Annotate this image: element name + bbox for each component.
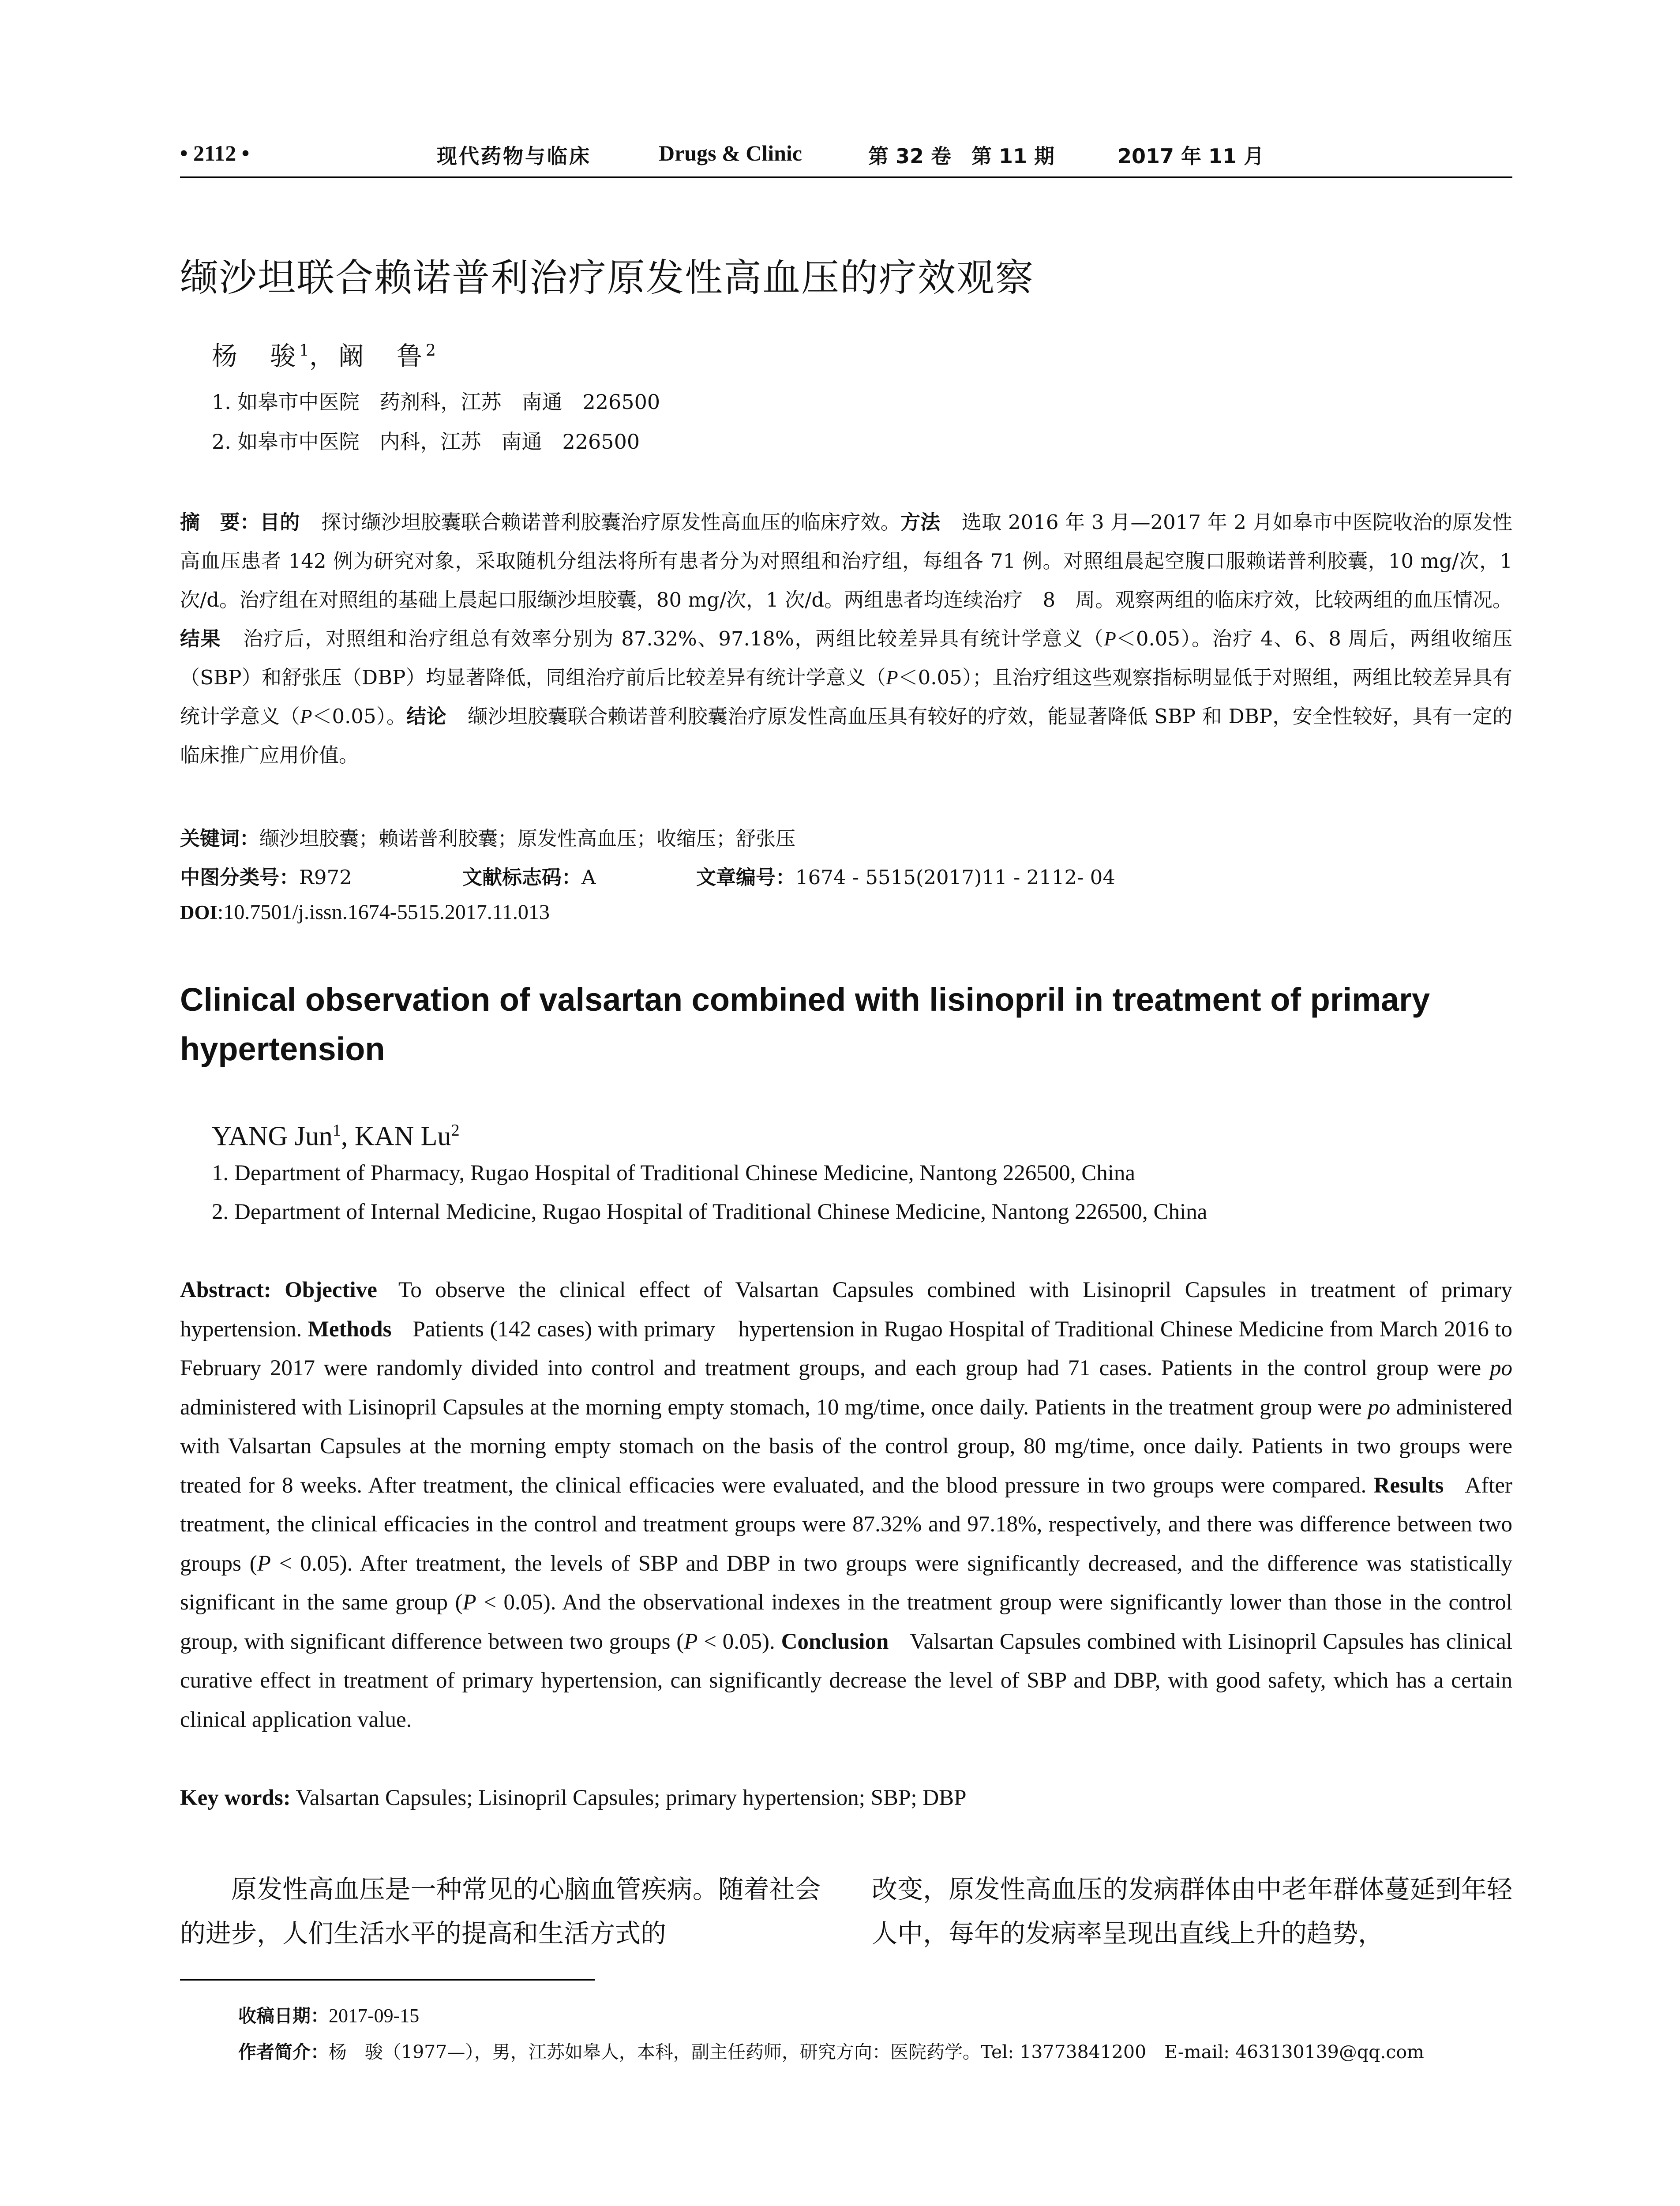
doi-value: :10.7501/j.issn.1674-5515.2017.11.013 — [218, 900, 550, 924]
author-bio: 杨 骏（1977—），男，江苏如皋人，本科，副主任药师，研究方向：医院药学。Tel: 13773841200 E-mail: 463130139@qq.com — [329, 2041, 1424, 2063]
affiliation-cn-1: 1. 如皋市中医院 药剂科，江苏 南通 226500 — [212, 390, 660, 414]
author-en-2-affil: 2 — [451, 1121, 460, 1140]
abstract-cn — [180, 503, 1512, 775]
keywords-en: Valsartan Capsules; Lisinopril Capsules; primary hypertension; SBP; DBP — [290, 1786, 967, 1810]
results-en-label: Results — [1373, 1473, 1444, 1498]
results-cn-1: 治疗后，对照组和治疗组总有效率分别为 87.32%、97.18%，两组比较差异具有统计学意义（ — [242, 627, 1104, 650]
objective-cn-label: 目的 — [260, 510, 300, 534]
author-en-1-affil: 1 — [332, 1121, 341, 1140]
authors-cn — [212, 335, 436, 372]
bio-label: 作者简介： — [238, 2041, 329, 2063]
conclusion-en-label: Conclusion — [781, 1629, 889, 1654]
footnote-received — [238, 2001, 419, 2027]
methods-en-1: Patients (142 cases) with primary hypertension in Rugao Hospital of Traditional Chinese Medicine from March 2016 to February 2017 were randomly divided into control and treatment groups, and each group had 71 cases. Patients in the control group were — [180, 1317, 1512, 1381]
article-no-label: 文章编号： — [696, 866, 796, 889]
journal-name-cn: 现代药物与临床 — [437, 144, 591, 168]
issue-date: 2017 年 11 月 — [1118, 144, 1264, 168]
results-cn-label: 结果 — [180, 627, 221, 650]
doi-line — [180, 900, 550, 924]
title-en-line-2: hypertension — [180, 1031, 385, 1067]
doc-code-label: 文献标志码： — [462, 866, 582, 889]
authors-en — [212, 1121, 460, 1152]
results-en-2: < 0.05). After treatment, the levels of SBP and DBP in two groups were significantly decreased, and the difference was statistically significant in the same group ( — [180, 1551, 1512, 1615]
results-cn-3: ＜0.05）；且治疗组这些观察指标明显低于对照组，两组比较差异具有统计学意义（ — [180, 666, 1513, 728]
p-symbol: P — [684, 1629, 698, 1654]
author-en-2: KAN Lu — [354, 1121, 451, 1152]
running-header — [180, 140, 1512, 173]
body-column-left: 原发性高血压是一种常见的心脑血管疾病。随着社会的进步，人们生活水平的提高和生活方式的 — [180, 1874, 821, 1948]
objective-cn: 探讨缬沙坦胶囊联合赖诺普利胶囊治疗原发性高血压的临床疗效。 — [321, 510, 901, 534]
methods-cn-label: 方法 — [900, 510, 941, 534]
body-column-right: 改变，原发性高血压的发病群体由中老年群体蔓延到年轻人中，每年的发病率呈现出直线上升的趋势， — [872, 1874, 1512, 1948]
conclusion-cn: 缬沙坦胶囊联合赖诺普利胶囊治疗原发性高血压具有较好的疗效，能显著降低 SBP 和 DBP，安全性较好，具有一定的临床推广应用价值。 — [180, 705, 1512, 767]
conclusion-cn-label: 结论 — [406, 705, 446, 728]
journal-name-en: Drugs & Clinic — [659, 141, 802, 165]
author-en-1: YANG Jun — [212, 1121, 333, 1152]
author-cn-2: 阚 鲁 — [338, 341, 426, 371]
conclusion-en: Valsartan Capsules combined with Lisinopril Capsules has clinical curative effect in treatment of primary hypertension, can significantly decrease the level of SBP and DBP, with good safety, which has a certain clinical application value. — [180, 1629, 1513, 1732]
abstract-en-label: Abstract: Objective — [180, 1278, 377, 1302]
po-abbrev: po — [1368, 1395, 1391, 1420]
keywords-cn-label: 关键词： — [180, 827, 260, 850]
po-abbrev: po — [1490, 1356, 1512, 1381]
keywords-cn-line — [180, 822, 795, 851]
p-symbol: P — [462, 1590, 476, 1615]
received-label: 收稿日期： — [238, 2005, 329, 2026]
methods-en-label: Methods — [308, 1317, 392, 1342]
p-symbol: P — [1104, 628, 1116, 650]
methods-cn: 选取 2016 年 3 月—2017 年 2 月如皋市中医院收治的原发性高血压患者 142 例为研究对象，采取随机分组法将所有患者分为对照组和治疗组，每组各 71 例。对照组晨起空腹口服赖诺普利胶囊，10 mg/次，1 次/d。治疗组在对照组的基础上晨起口服缬沙坦胶囊，80 mg/次，1 次/d。两组患者均连续治疗 8 周。观察两组的临床疗效，比较两组的血压情况。 — [180, 510, 1512, 612]
results-en-3: < 0.05). And the observational indexes in the treatment group were significantly lower than those in the control group, with significant difference between two groups ( — [180, 1590, 1512, 1654]
keywords-en-line — [180, 1785, 967, 1811]
affiliation-cn-2: 2. 如皋市中医院 内科，江苏 南通 226500 — [212, 430, 640, 454]
classification-line — [180, 861, 1512, 888]
author-cn-2-affil: 2 — [425, 341, 436, 360]
doi-label: DOI — [180, 901, 218, 923]
title-en — [180, 975, 1521, 1074]
methods-en-3: administered with Valsartan Capsules at the morning empty stomach on the basis of the control group, 80 mg/time, once daily. Patients in two groups were treated for 8 weeks. After treatment, the clinical efficacies were evaluated, and the blood pressure in two groups were compared. — [180, 1395, 1512, 1498]
p-symbol: P — [257, 1551, 271, 1576]
page-number: • 2112 • — [180, 141, 250, 165]
results-cn-2: ＜0.05）。治疗 4、6、8 周后，两组收缩压（SBP）和舒张压（DBP）均显著降低，同组治疗前后比较差异有统计学意义（ — [180, 627, 1512, 689]
clc-label: 中图分类号： — [180, 866, 300, 889]
affiliation-en-2: 2. Department of Internal Medicine, Rugao Hospital of Traditional Chinese Medicine, Nantong 226500, China — [212, 1200, 1208, 1224]
received-date: 2017-09-15 — [329, 2005, 420, 2026]
abstract-en — [180, 1271, 1512, 1739]
methods-en-2: administered with Lisinopril Capsules at the morning empty stomach, 10 mg/time, once daily. Patients in the treatment group were — [180, 1395, 1368, 1420]
author-cn-1-affil: 1 — [299, 341, 309, 360]
title-cn: 缬沙坦联合赖诺普利治疗原发性高血压的疗效观察 — [180, 256, 1034, 300]
p-symbol: P — [300, 705, 312, 728]
footnote-author-bio — [238, 2037, 1424, 2063]
title-en-line-1: Clinical observation of valsartan combined with lisinopril in treatment of primary — [180, 981, 1430, 1018]
results-en-4: < 0.05). — [698, 1629, 775, 1654]
volume-issue: 第 32 卷 第 11 期 — [868, 144, 1055, 168]
affiliation-en-1: 1. Department of Pharmacy, Rugao Hospital of Traditional Chinese Medicine, Nantong 226500, China — [212, 1161, 1136, 1186]
header-rule — [180, 176, 1512, 178]
author-cn-1: 杨 骏 — [212, 341, 300, 371]
author-en-separator: , — [341, 1121, 355, 1152]
clc-code: R972 — [299, 866, 352, 889]
keywords-en-label: Key words: — [180, 1786, 291, 1810]
abstract-cn-label: 摘 要： — [180, 510, 260, 534]
doc-code: A — [581, 866, 596, 889]
article-no: 1674 - 5515(2017)11 - 2112- 04 — [795, 866, 1115, 889]
keywords-cn: 缬沙坦胶囊；赖诺普利胶囊；原发性高血压；收缩压；舒张压 — [259, 827, 796, 850]
author-separator: ， — [309, 341, 338, 371]
results-en-1: After treatment, the clinical efficacies in the control and treatment groups were 87.32% and 97.18%, respectively, and there was difference between two groups ( — [180, 1473, 1512, 1576]
p-symbol: P — [886, 667, 898, 689]
objective-en: To observe the clinical effect of Valsartan Capsules combined with Lisinopril Capsules in treatment of primary hypertension. — [180, 1278, 1512, 1342]
footnote-rule — [180, 1979, 595, 1981]
results-cn-4: ＜0.05）。 — [312, 705, 407, 728]
